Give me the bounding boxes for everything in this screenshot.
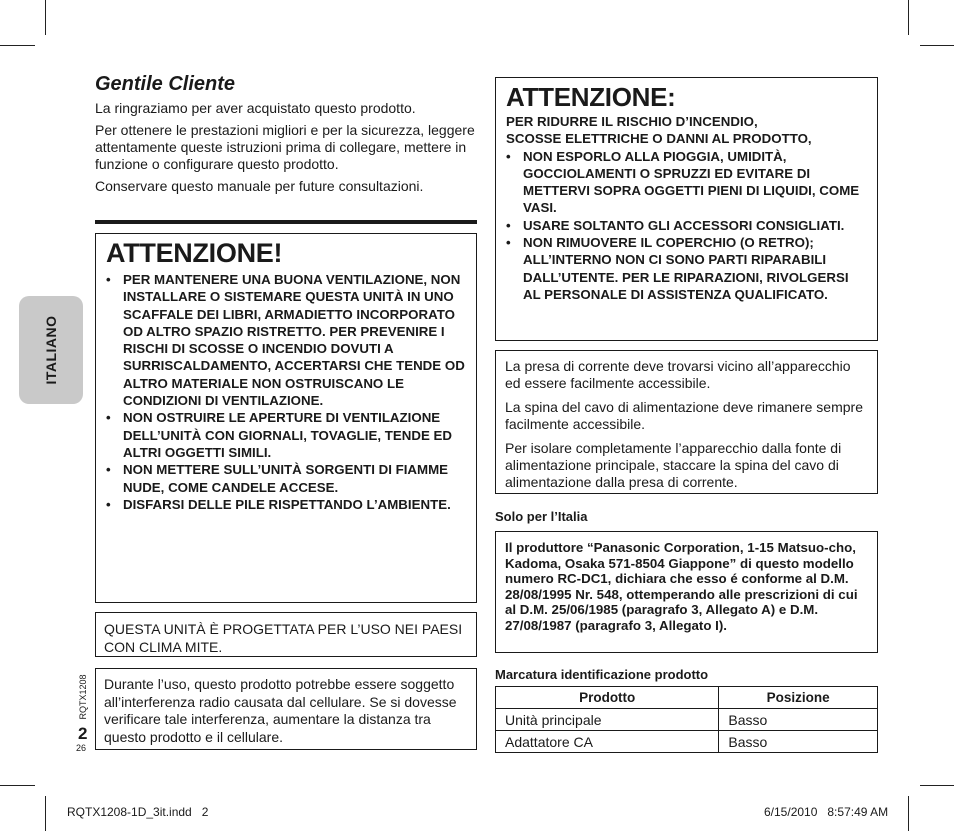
page-number: 2 — [78, 724, 88, 743]
warning-item: • NON RIMUOVERE IL COPERCHIO (O RETRO); ALL’INTERNO NON CI SONO PARTI RIPARABILI DALL’UTENTE. PER LE RIPARAZIONI, RIVOLGERSI AL PERSONALE DI ASSISTENZA QUALIFICATO. — [506, 234, 867, 303]
table-cell: Basso — [719, 709, 878, 731]
marking-heading: Marcatura identificazione prodotto — [495, 667, 709, 682]
section-divider — [95, 220, 477, 224]
table-cell: Unità principale — [496, 709, 719, 731]
power-paragraph: La presa di corrente deve trovarsi vicino all’apparecchio ed essere facilmente accessibile. — [505, 358, 851, 391]
cellphone-note-box: Durante l’uso, questo prodotto potrebbe essere soggetto all’interferenza radio causata dal cellulare. Se si dovesse verificare tale interferenza, aumentare la distanza tra questo prodotto e il cellulare. — [95, 668, 477, 750]
warning-subtitle: PER RIDURRE IL RISCHIO D’INCENDIO, — [506, 114, 758, 129]
table-row — [496, 709, 878, 731]
warning-item: • PER MANTENERE UNA BUONA VENTILAZIONE, NON INSTALLARE O SISTEMARE QUESTA UNITÀ IN UNO SCAFFALE DEI LIBRI, ARMADIETTO INCORPORATO OD ALTRO SPAZIO RISTRETTO. PER PREVENIRE I RISCHI DI SCOSSE O INCENDIO DOVUTI A SURRISCALDAMENTO, ACCERTARSI CHE TENDE OD ALTRO MATERIALE NON OSTRUISCANO LE CONDIZIONI DI VENTILAZIONE. — [106, 271, 466, 409]
warning-item: • NON OSTRUIRE LE APERTURE DI VENTILAZIONE DELL’UNITÀ CON GIORNALI, TOVAGLIE, TENDE ED ALTRI OGGETTI SIMILI. — [106, 409, 466, 461]
manufacturer-declaration: Il produttore “Panasonic Corporation, 1-15 Matsuo-cho, Kadoma, Osaka 571-8504 Giappone” di questo modello numero RC-DC1, dichiara che esso é conforme al D.M. 28/08/1995 Nr. 548, ottemperando alle prescrizioni di cui al D.M. 25/06/1985 (paragrafo 3, Allegato A) e D.M. 27/08/1987 (paragrafo 3, Allegato I). — [495, 531, 878, 653]
warning-box-ventilation — [95, 233, 477, 603]
warning-item: • USARE SOLTANTO GLI ACCESSORI CONSIGLIATI. — [506, 217, 867, 234]
crop-mark — [908, 796, 909, 831]
crop-mark — [920, 45, 954, 46]
table-header-row — [496, 687, 878, 709]
power-paragraph: La spina del cavo di alimentazione deve rimanere sempre facilmente accessibile. — [505, 399, 863, 432]
table-header: Posizione — [719, 687, 878, 709]
power-paragraph: Per isolare completamente l’apparecchio dalla fonte di alimentazione principale, staccare la spina del cavo di alimentazione dalla presa di corrente. — [505, 440, 842, 490]
intro-paragraph: Conservare questo manuale per future consultazioni. — [95, 178, 424, 194]
marking-table — [495, 686, 878, 753]
crop-mark — [908, 0, 909, 35]
warning-box-electric — [495, 77, 878, 341]
crop-mark — [0, 45, 35, 46]
crop-mark — [920, 785, 954, 786]
warning-subtitle: SCOSSE ELETTRICHE O DANNI AL PRODOTTO, — [506, 131, 812, 147]
warning-item: • NON METTERE SULL’UNITÀ SORGENTI DI FIAMME NUDE, COME CANDELE ACCESE. — [106, 461, 466, 496]
warning-item: • DISFARSI DELLE PILE RISPETTANDO L’AMBIENTE. — [106, 496, 466, 513]
warning-list — [106, 271, 466, 513]
table-header: Prodotto — [496, 687, 719, 709]
power-outlet-box — [495, 350, 878, 494]
table-cell: Basso — [719, 731, 878, 753]
table-cell: Adattatore CA — [496, 731, 719, 753]
crop-mark — [45, 796, 46, 831]
intro-text — [95, 100, 475, 200]
table-row — [496, 731, 878, 753]
language-tab-label: ITALIANO — [43, 315, 59, 385]
document-code-text: RQTX1208 — [78, 674, 88, 720]
page-number-small: 26 — [76, 743, 87, 753]
footer-timestamp: 6/15/2010 8:57:49 AM — [764, 805, 889, 819]
intro-paragraph: La ringraziamo per aver acquistato questo prodotto. — [95, 100, 416, 116]
climate-note-box: QUESTA UNITÀ È PROGETTATA PER L’USO NEI PAESI CON CLIMA MITE. — [95, 612, 477, 657]
crop-mark — [0, 785, 35, 786]
crop-mark — [45, 0, 46, 35]
language-tab — [19, 296, 83, 404]
intro-paragraph: Per ottenere le prestazioni migliori e per la sicurezza, leggere attentamente queste istruzioni prima di collegare, mettere in funzione o configurare questo prodotto. — [95, 122, 475, 172]
document-code — [77, 672, 89, 722]
footer-filename: RQTX1208-1D_3it.indd 2 — [67, 805, 209, 819]
warning-item: • NON ESPORLO ALLA PIOGGIA, UMIDITÀ, GOCCIOLAMENTI O SPRUZZI ED EVITARE DI METTERVI SOPRA OGGETTI PIENI DI LIQUIDI, COME VASI. — [506, 148, 867, 217]
warning-list — [506, 148, 867, 304]
warning-title: ATTENZIONE! — [106, 238, 283, 268]
italy-only-heading: Solo per l’Italia — [495, 509, 588, 524]
page-heading: Gentile Cliente — [95, 73, 236, 95]
warning-title: ATTENZIONE: — [506, 82, 676, 112]
